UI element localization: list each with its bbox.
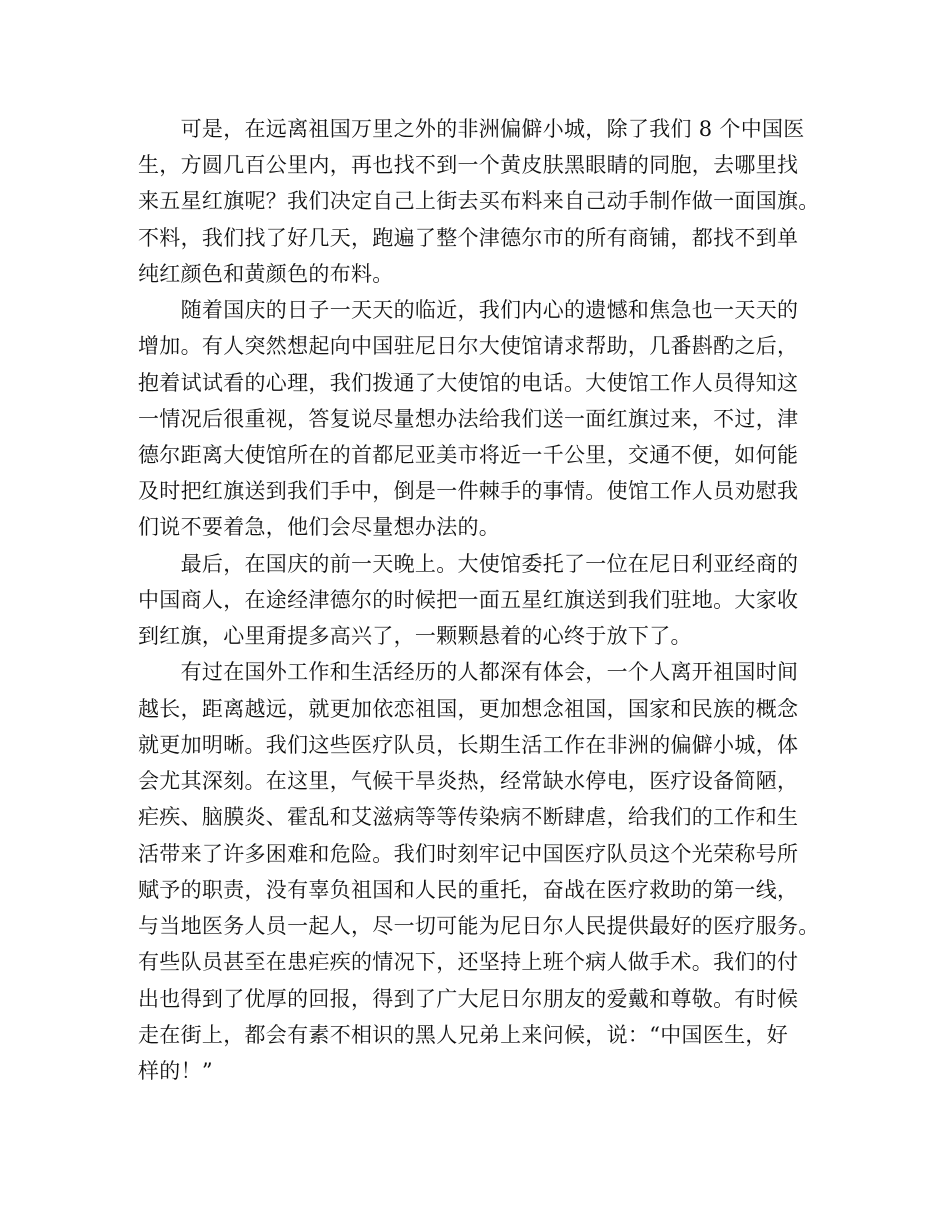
text-line: 一情况后很重视，答复说尽量想办法给我们送一面红旗过来，不过，津 <box>138 407 799 431</box>
text-line: 最后，在国庆的前一天晚上。大使馆委托了一位在尼日利亚经商的 <box>138 552 799 576</box>
text-line: 就更加明晰。我们这些医疗队员，长期生活工作在非洲的偏僻小城，体 <box>138 733 799 757</box>
text-line: 纯红颜色和黄颜色的布料。 <box>138 262 394 286</box>
text-line: 到红旗，心里甭提多高兴了，一颗颗悬着的心终于放下了。 <box>138 624 692 648</box>
text-line: 抱着试试看的心理，我们拨通了大使馆的电话。大使馆工作人员得知这 <box>138 371 799 395</box>
text-line: 赋予的职责，没有辜负祖国和人民的重托，奋战在医疗救助的第一线， <box>138 878 799 902</box>
text-line: 来五星红旗呢？我们决定自己上街去买布料来自己动手制作做一面国旗。 <box>138 189 820 213</box>
text-line: 有过在国外工作和生活经历的人都深有体会，一个人离开祖国时间 <box>138 660 799 684</box>
text-line: 样的！” <box>138 1059 213 1083</box>
text-line: 可是，在远离祖国万里之外的非洲偏僻小城，除了我们 8 个中国医 <box>138 117 805 141</box>
text-line: 与当地医务人员一起人，尽一切可能为尼日尔人民提供最好的医疗服务。 <box>138 914 820 938</box>
text-line: 增加。有人突然想起向中国驻尼日尔大使馆请求帮助，几番斟酌之后， <box>138 334 799 358</box>
text-line: 疟疾、脑膜炎、霍乱和艾滋病等等传染病不断肆虐，给我们的工作和生 <box>138 805 799 829</box>
text-line: 有些队员甚至在患疟疾的情况下，还坚持上班个病人做手术。我们的付 <box>138 950 799 974</box>
text-line: 德尔距离大使馆所在的首都尼亚美市将近一千公里，交通不便，如何能 <box>138 443 799 467</box>
text-line: 越长，距离越远，就更加依恋祖国，更加想念祖国，国家和民族的概念 <box>138 697 799 721</box>
text-line: 随着国庆的日子一天天的临近，我们内心的遗憾和焦急也一天天的 <box>138 298 799 322</box>
text-line: 们说不要着急，他们会尽量想办法的。 <box>138 515 501 539</box>
text-line: 及时把红旗送到我们手中，倒是一件棘手的事情。使馆工作人员劝慰我 <box>138 479 799 503</box>
text-line: 生，方圆几百公里内，再也找不到一个黄皮肤黑眼睛的同胞，去哪里找 <box>138 153 799 177</box>
text-line: 中国商人，在途经津德尔的时候把一面五星红旗送到我们驻地。大家收 <box>138 588 799 612</box>
text-line: 活带来了许多困难和危险。我们时刻牢记中国医疗队员这个光荣称号所 <box>138 842 799 866</box>
text-line: 走在街上，都会有素不相识的黑人兄弟上来问候，说：“中国医生，好 <box>138 1023 789 1047</box>
text-line: 出也得到了优厚的回报，得到了广大尼日尔朋友的爱戴和尊敬。有时候 <box>138 987 799 1011</box>
text-line: 不料，我们找了好几天，跑遍了整个津德尔市的所有商铺，都找不到单 <box>138 226 799 250</box>
text-line: 会尤其深刻。在这里，气候干旱炎热，经常缺水停电，医疗设备简陋， <box>138 769 799 793</box>
